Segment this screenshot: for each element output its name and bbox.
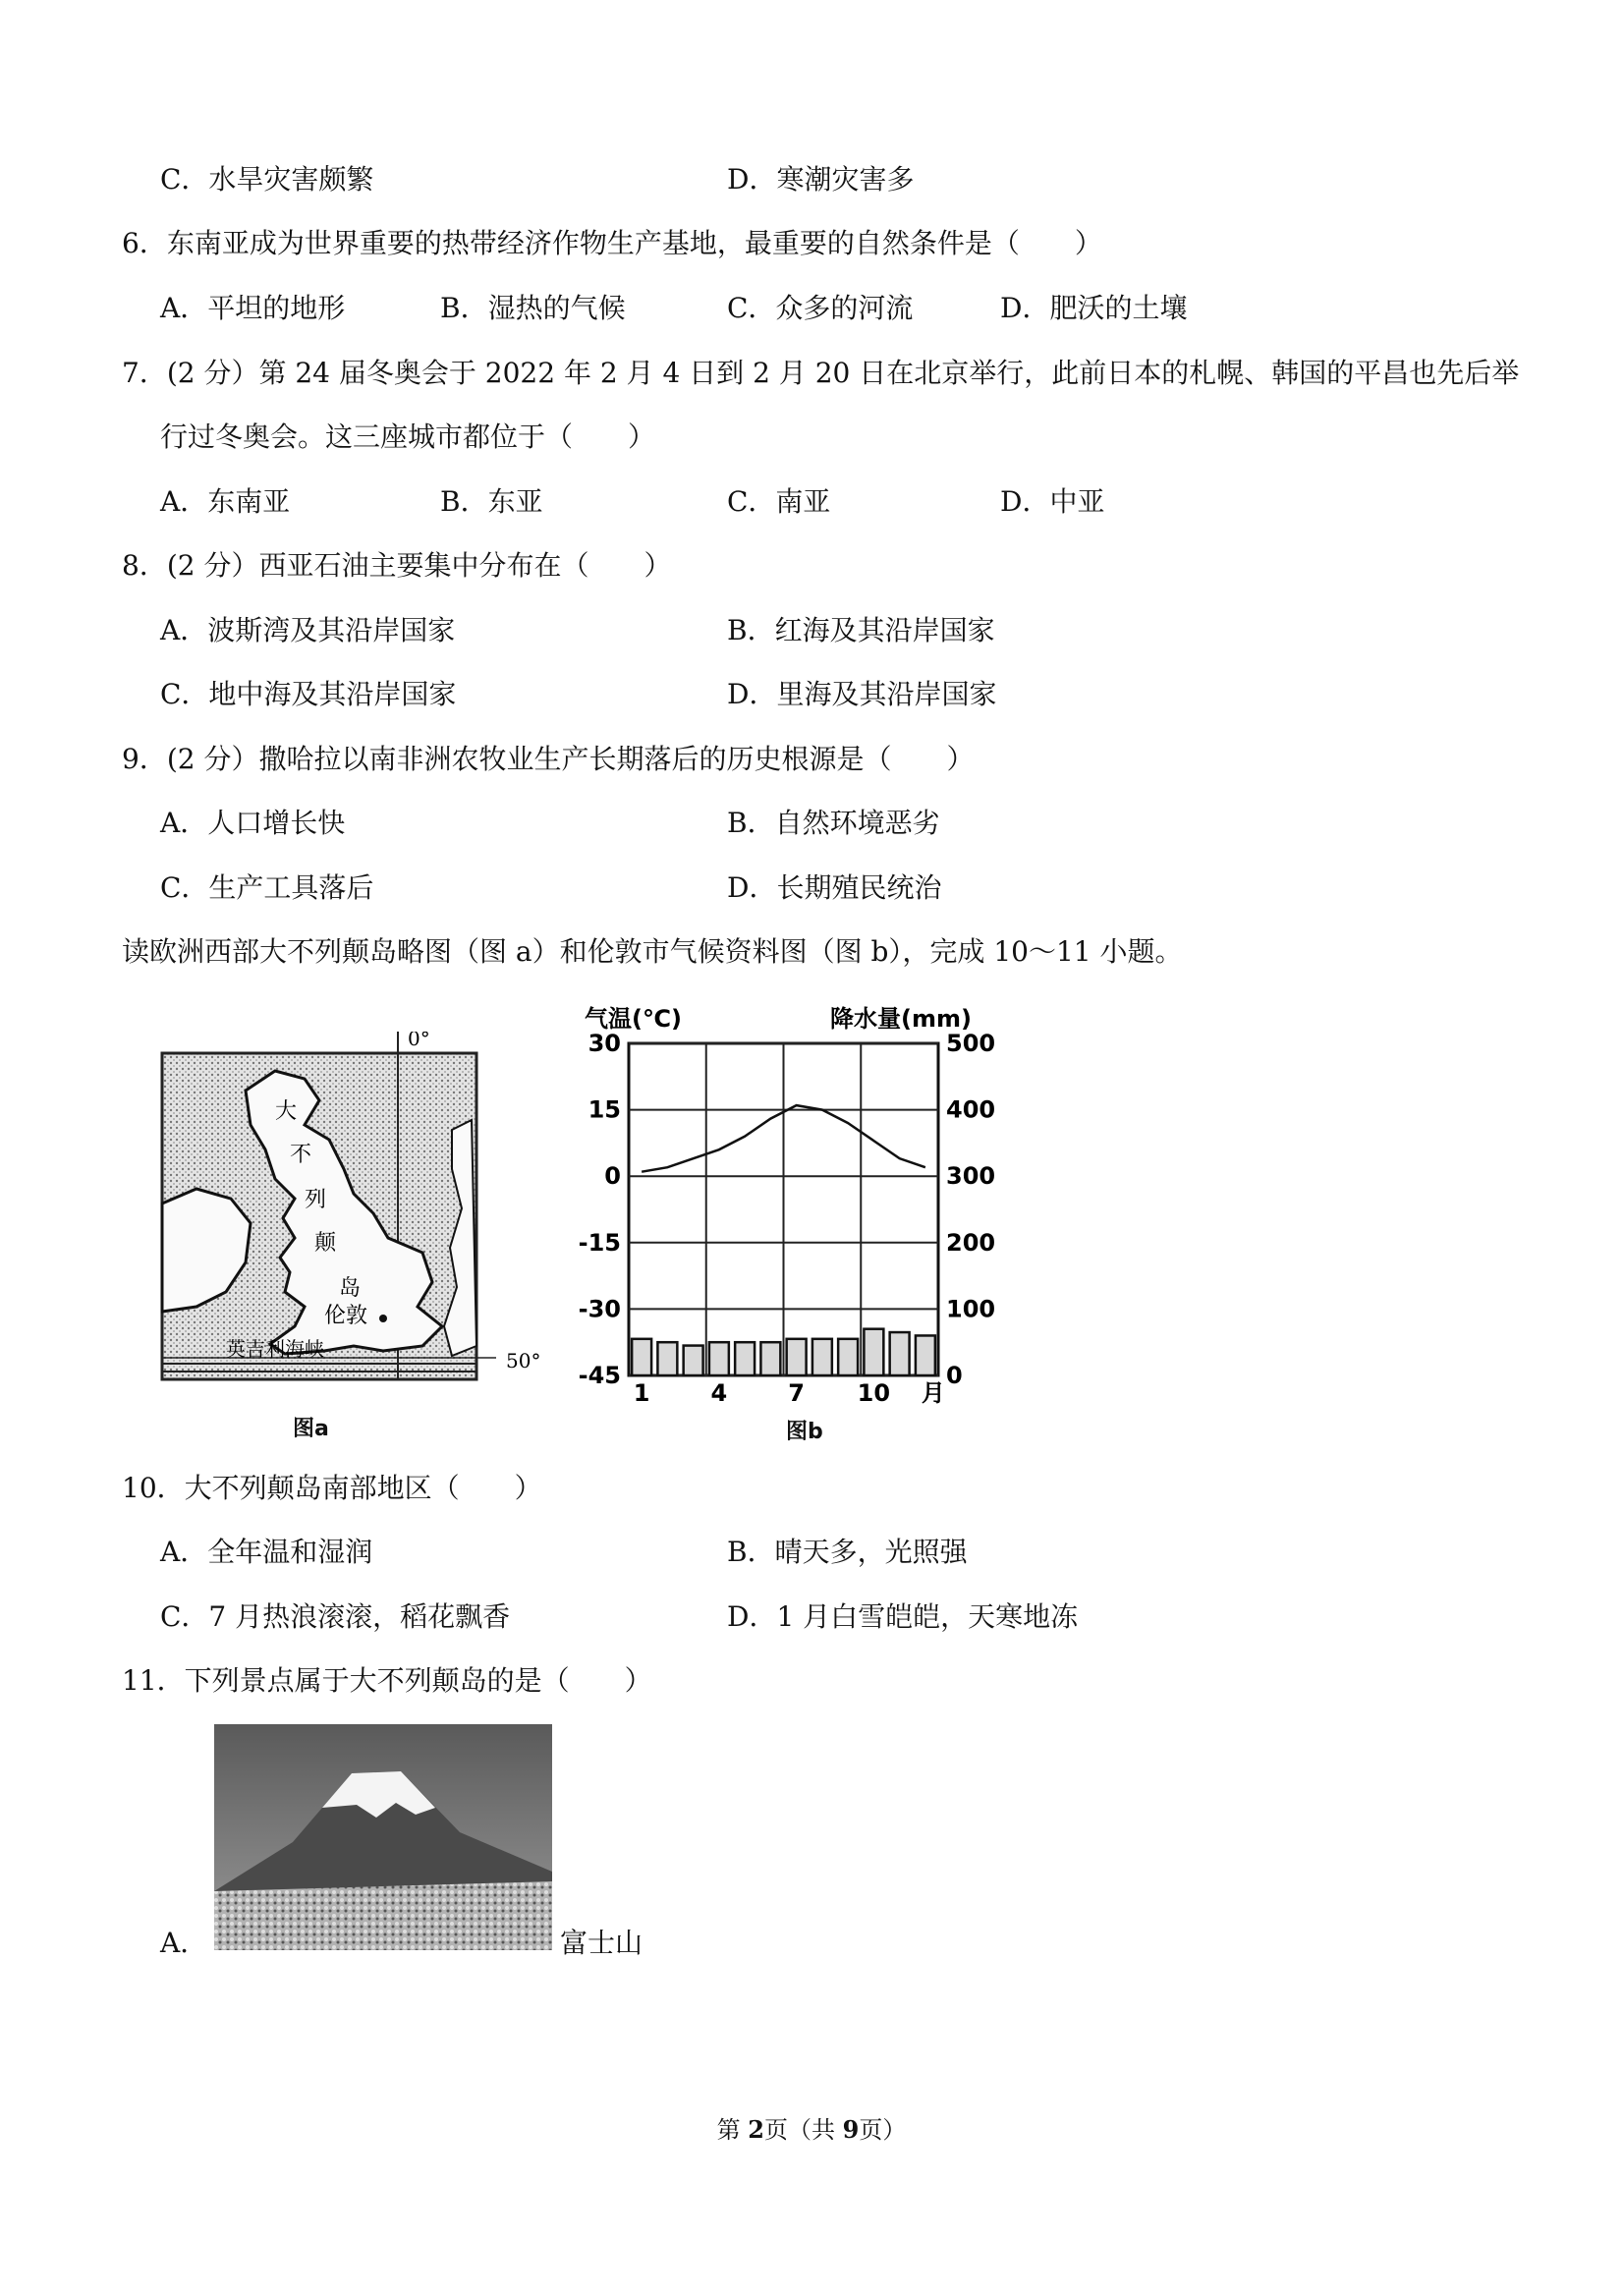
q7-stem-line2: 行过冬奥会。这三座城市都位于（ ） [160,420,656,453]
chart-x-tick: 10 [857,1379,891,1407]
chart-x-tick: 1 [633,1379,650,1407]
chart-left-tick: 15 [588,1095,621,1124]
mount-fuji-photo [214,1724,552,1950]
q10-option-b: B．晴天多，光照强 [727,1536,968,1568]
q7-option-b: B．东亚 [440,485,543,518]
chart-ylabel-right: 降水量(mm) [830,1005,972,1033]
q6-stem: 6．东南亚成为世界重要的热带经济作物生产基地，最重要的自然条件是（ ） [122,227,1102,259]
q8-option-b: B．红海及其沿岸国家 [727,614,995,646]
q10-stem: 10．大不列颠岛南部地区（ ） [122,1472,542,1504]
q6-option-d: D．肥沃的土壤 [1000,292,1188,324]
figure-b-caption: 图b [786,1420,823,1444]
q11-option-a-letter: A． [160,1927,208,1959]
precipitation-bar [735,1342,755,1375]
footer-post: 页） [859,2116,907,2144]
q5-option-d: D．寒潮灾害多 [727,163,915,196]
q10-option-c: C．7 月热浪滚滚，稻花飘香 [160,1600,511,1633]
q9-option-b: B．自然环境恶劣 [727,807,940,839]
precipitation-bar [632,1339,651,1375]
q11-option-a-label: 富士山 [560,1927,644,1959]
figure-a-caption: 图a [293,1417,329,1441]
reading-intro: 读欧洲西部大不列颠岛略图（图 a）和伦敦市气候资料图（图 b），完成 10～11 小题。 [122,935,1183,968]
map-label-london: 伦敦 [324,1304,368,1328]
chart-ylabel-left: 气温(℃) [585,1005,682,1033]
chart-right-tick: 200 [946,1228,996,1257]
q8-option-c: C．地中海及其沿岸国家 [160,678,457,710]
chart-right-tick: 300 [946,1162,996,1191]
map-lon-label: 0° [408,1032,430,1050]
q7-stem-line1: 7．(2 分）第 24 届冬奥会于 2022 年 2 月 4 日到 2 月 20 日在北京举行，此前日本的札幌、韩国的平昌也先后举 [122,357,1520,389]
chart-right-tick: 100 [946,1295,996,1323]
footer-pre: 第 [716,2116,749,2144]
chart-right-tick: 500 [946,1030,996,1057]
map-label-dao: 岛 [339,1276,362,1301]
q7-option-a: A．东南亚 [160,485,291,518]
precipitation-bar [787,1339,807,1375]
chart-x-tick: 7 [788,1379,805,1407]
q7-option-d: D．中亚 [1000,485,1105,518]
map-label-bu: 不 [290,1143,312,1167]
precipitation-bar [812,1339,832,1375]
chart-left-tick: 30 [588,1030,621,1057]
chart-left-tick: -30 [578,1295,621,1323]
map-label-channel: 英吉利海峡 [226,1337,324,1361]
q8-stem: 8．(2 分）西亚石油主要集中分布在（ ） [122,549,672,582]
precipitation-bar [890,1332,910,1375]
q9-option-a: A．人口增长快 [160,807,346,839]
precipitation-bar [709,1342,729,1375]
map-lat-label: 50° [506,1349,541,1372]
london-dot [379,1315,387,1322]
map-label-dian: 颠 [314,1231,337,1256]
precipitation-bar [657,1342,677,1375]
chart-left-tick: -15 [578,1228,621,1257]
map-label-lie: 列 [305,1188,327,1212]
chart-right-tick: 0 [946,1362,963,1389]
footer-total-pages: 9 [842,2115,860,2144]
q8-option-a: A．波斯湾及其沿岸国家 [160,614,456,646]
q7-option-c: C．南亚 [727,485,831,518]
q5-option-c: C．水旱灾害颇繁 [160,163,374,196]
q6-option-a: A．平坦的地形 [160,292,346,324]
precipitation-bar [864,1329,883,1375]
q6-option-c: C．众多的河流 [727,292,914,324]
q10-option-d: D．1 月白雪皑皑，天寒地冻 [727,1600,1079,1633]
precipitation-bar [760,1342,780,1375]
q9-stem: 9．(2 分）撒哈拉以南非洲农牧业生产长期落后的历史根源是（ ） [122,743,975,775]
chart-left-tick: 0 [604,1162,621,1191]
q8-option-d: D．里海及其沿岸国家 [727,678,997,710]
precipitation-bar [916,1335,935,1375]
map-label-da: 大 [275,1099,298,1124]
q9-option-c: C．生产工具落后 [160,871,374,904]
footer-mid: 页（共 [764,2116,843,2144]
q6-option-b: B．湿热的气候 [440,292,626,324]
page-footer [0,2110,1623,2145]
precipitation-bar [684,1346,703,1375]
footer-page-number: 2 [748,2115,764,2144]
q11-stem: 11．下列景点属于大不列颠岛的是（ ） [122,1664,652,1697]
figure-a-map [157,1032,555,1441]
chart-left-tick: -45 [578,1362,621,1389]
chart-x-tick: 4 [710,1379,728,1407]
precipitation-bar [838,1339,858,1375]
q10-option-a: A．全年温和湿润 [160,1536,373,1568]
figure-b-climate-chart [560,997,1022,1444]
chart-right-tick: 400 [946,1095,996,1124]
q9-option-d: D．长期殖民统治 [727,871,942,904]
chart-x-unit: 月 [921,1379,945,1407]
